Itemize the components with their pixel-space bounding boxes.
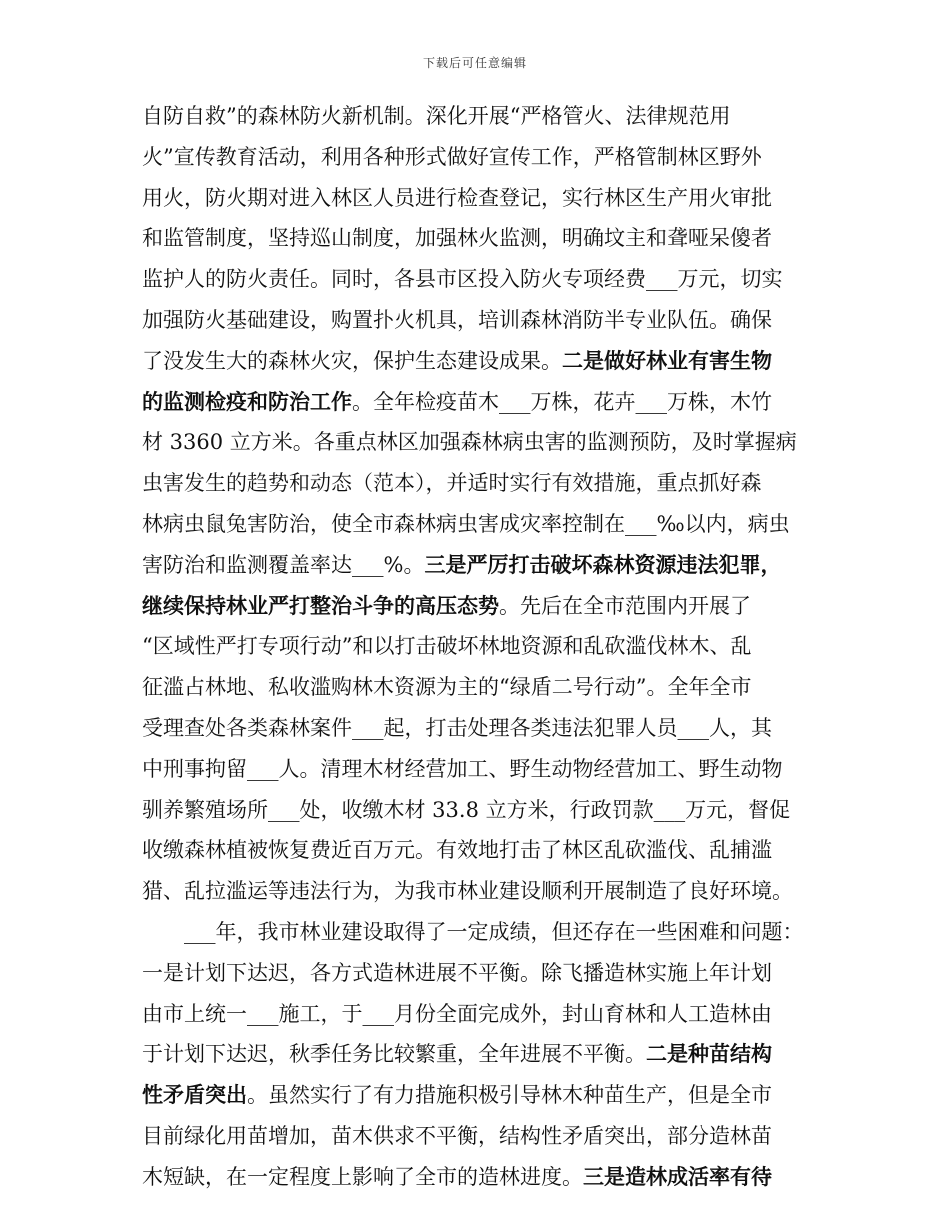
body-text: 用火，防火期对进入林区人员进行检查登记，实行林区生产用火审批 (142, 185, 772, 210)
body-text: 中刑事拘留___人。清理木材经营加工、野生动物经营加工、野生动物 (142, 756, 783, 781)
body-text: 了没发生大的森林火灾，保护生态建设成果。 (142, 348, 562, 373)
text-line (142, 300, 812, 341)
text-line (142, 259, 812, 300)
text-line (142, 137, 812, 178)
body-text: 和监管制度，坚持巡山制度，加强林火监测，明确坟主和聋哑呆傻者 (142, 226, 772, 251)
body-text: 一是计划下达迟，各方式造林进展不平衡。除飞播造林实施上年计划 (142, 960, 772, 985)
body-text: 征滥占林地、私收滥购林木资源为主的“绿盾二号行动”。全年全市 (142, 675, 752, 700)
text-line (142, 667, 812, 708)
text-line (142, 545, 812, 586)
body-text: 。虽然实行了有力措施积极引导林木种苗生产，但是全市 (247, 1083, 772, 1108)
body-text: 。全年检疫苗木___万株，花卉___万株，木竹 (352, 389, 772, 414)
text-line (142, 382, 812, 423)
text-line (142, 1075, 812, 1116)
body-text: 木短缺，在一定程度上影响了全市的造林进度。 (142, 1164, 583, 1189)
bold-heading-text: 三是严厉打击破坏森林资源违法犯罪， (424, 551, 782, 577)
body-text: 火”宣传教育活动，利用各种形式做好宣传工作，严格管制林区野外 (142, 144, 762, 169)
bold-heading-text: 三是造林成活率有待 (583, 1163, 772, 1189)
text-line (142, 463, 812, 504)
text-line (142, 178, 812, 219)
text-line (142, 790, 812, 831)
body-text: ___年，我市林业建设取得了一定成绩，但还存在一些困难和问题： (184, 919, 804, 944)
body-text: 于计划下达迟，秋季任务比较繁重，全年进展不平衡。 (142, 1042, 646, 1067)
body-text: 由市上统一___施工，于___月份全面完成外，封山育林和人工造林由 (142, 1001, 772, 1026)
body-text: “区域性严打专项行动”和以打击破坏林地资源和乱砍滥伐林木、乱 (142, 634, 752, 659)
text-line (142, 871, 812, 912)
text-line (142, 626, 812, 667)
body-text: 受理查处各类森林案件___起，打击处理各类违法犯罪人员___人，其 (142, 715, 772, 740)
text-line (142, 422, 812, 463)
bold-heading-text: 性矛盾突出 (142, 1082, 247, 1108)
text-line (142, 994, 812, 1035)
bold-heading-text: 二是种苗结构 (646, 1041, 772, 1067)
text-line (142, 1116, 812, 1157)
body-text: 材 3360 立方米。各重点林区加强森林病虫害的监测预防，及时掌握病 (142, 430, 797, 455)
body-text: 自防自救”的森林防火新机制。深化开展“严格管火、法律规范用 (142, 104, 731, 128)
text-line (142, 912, 812, 953)
text-line (142, 218, 812, 259)
text-line (142, 830, 812, 871)
body-text: 收缴森林植被恢复费近百万元。有效地打击了林区乱砍滥伐、乱捕滥 (142, 838, 772, 863)
body-text: 虫害发生的趋势和动态（范本），并适时实行有效措施，重点抓好森 (142, 471, 762, 496)
body-text: 害防治和监测覆盖率达___%。 (142, 552, 425, 577)
bold-heading-text: 的监测检疫和防治工作 (142, 388, 352, 414)
text-line (142, 953, 812, 994)
text-line (142, 341, 812, 382)
bold-heading-text: 继续保持林业严打整治斗争的高压态势 (142, 592, 499, 618)
body-text: 猎、乱拉滥运等违法行为，为我市林业建设顺利开展制造了良好环境。 (142, 879, 793, 904)
text-line (142, 586, 812, 627)
text-line (142, 504, 812, 545)
text-line (142, 1034, 812, 1075)
bold-heading-text: 二是做好林业有害生物 (562, 347, 772, 373)
text-line (142, 1157, 812, 1198)
text-line (142, 708, 812, 749)
body-text: 林病虫鼠兔害防治，使全市森林病虫害成灾率控制在___‰以内，病虫 (142, 511, 790, 536)
page-header: 下载后可任意编辑 (422, 56, 527, 70)
body-text: 驯养繁殖场所___处，收缴木材 33.8 立方米，行政罚款___万元，督促 (142, 797, 791, 822)
document-body (142, 96, 812, 1198)
text-line (142, 96, 812, 137)
body-text: 加强防火基础建设，购置扑火机具，培训森林消防半专业队伍。确保 (142, 307, 772, 332)
body-text: 监护人的防火责任。同时，各县市区投入防火专项经费___万元，切实 (142, 267, 783, 292)
body-text: 。先后在全市范围内开展了 (499, 593, 751, 618)
text-line (142, 749, 812, 790)
body-text: 目前绿化用苗增加，苗木供求不平衡，结构性矛盾突出，部分造林苗 (142, 1123, 772, 1148)
